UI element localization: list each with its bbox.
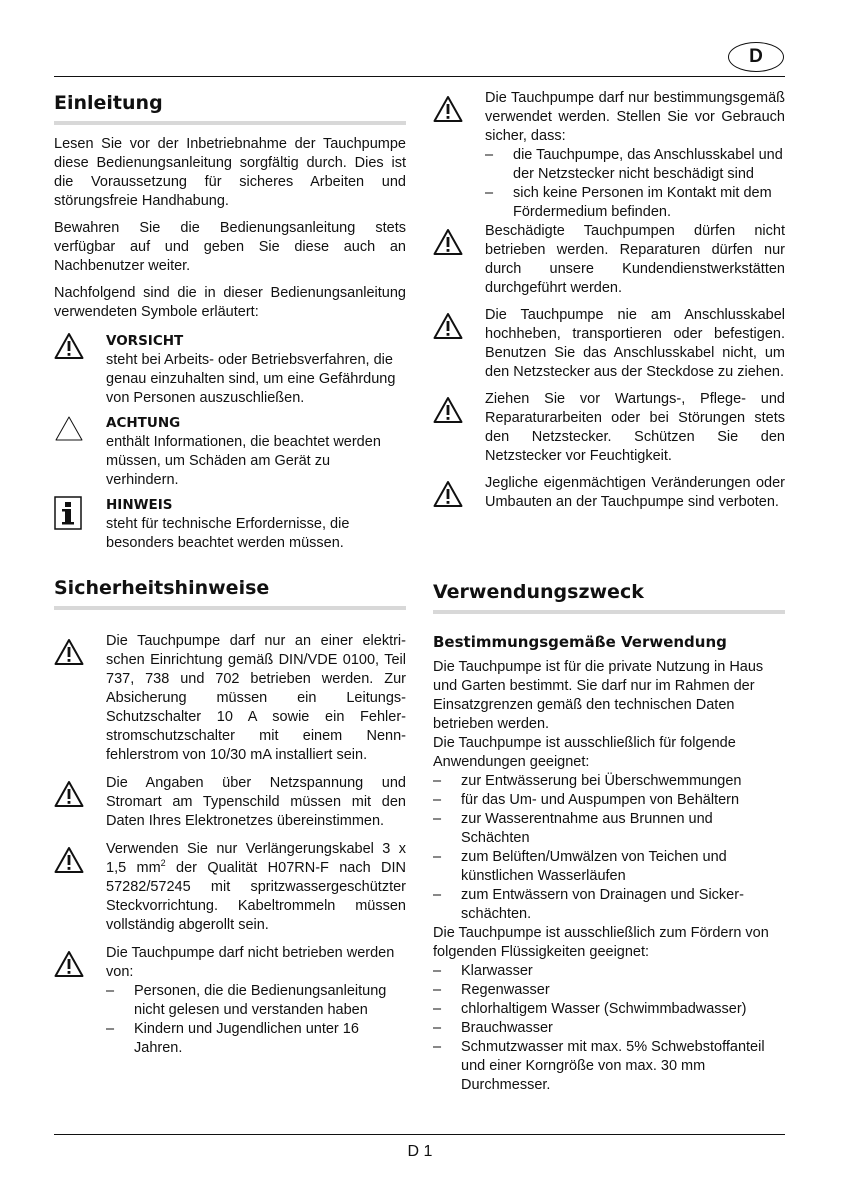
safety-text: Ziehen Sie vor Wartungs-, Pflege- und Reparaturarbeiten oder bei Störungen stets den Netzstecker. Schützen Sie den Netzstecker vor Feuchtigkeit.: [485, 391, 785, 464]
usage-paragraph: Die Tauchpumpe ist ausschließlich zum Fördern von folgenden Flüssigkeiten geeignet:: [433, 925, 769, 960]
list-item: – Schmutzwasser mit max. 5% Schwebstoffanteil und einer Korngröße von max. 30 mm Durchmesser.: [433, 1038, 785, 1095]
intro-paragraph-2: Bewahren Sie die Bedienungsanleitung stets verfügbar auf und geben Sie diese auch an Nachbenutzer weiter.: [54, 220, 406, 274]
usage-section: [433, 580, 785, 1095]
list-item: – zum Belüften/Umwälzen von Teichen und künstlichen Wasserläufen: [433, 848, 785, 886]
safety-text: Beschädigte Tauchpumpen dürfen nicht betrieben werden. Reparaturen dürfen nur durch unsere Kundendienstwerkstätten durchgeführt werden.: [485, 223, 785, 296]
safety-list: [485, 146, 785, 222]
symbol-achtung: [54, 414, 406, 490]
caution-outline-icon: [54, 414, 84, 442]
safety-item: [433, 474, 785, 512]
safety-text: Die Tauchpumpe nie am Anschlusskabel hochheben, transportieren oder befestigen. Benutzen Sie das Anschlusskabel nicht, um den Netzstecker aus der Steckdose zu ziehen.: [485, 307, 785, 380]
symbol-vorsicht: [54, 332, 406, 408]
warning-icon: [433, 228, 463, 256]
warning-icon: [54, 638, 84, 666]
list-item: – Klarwasser: [433, 962, 785, 981]
list-item: – zur Entwässerung bei Überschwemmungen: [433, 772, 785, 791]
safety-text: [106, 840, 406, 935]
language-badge: D: [728, 42, 784, 72]
list-item: – zur Wasserentnahme aus Brunnen und Schächten: [433, 810, 785, 848]
warning-icon: [433, 312, 463, 340]
safety-section: [54, 576, 406, 1058]
warning-bold-icon: [54, 332, 84, 360]
list-item: – Regenwasser: [433, 981, 785, 1000]
superscript: 2: [160, 858, 166, 869]
list-item: – die Tauchpumpe, das Anschlusskabel und der Netzstecker nicht beschädigt sind: [485, 146, 785, 184]
symbol-hinweis: [54, 496, 406, 553]
symbol-description: steht bei Arbeits- oder Betriebsverfahren, die genau einzuhalten sind, um eine Gefährdung von Personen auszuschließen.: [106, 352, 396, 406]
symbol-label: ACHTUNG: [106, 415, 181, 431]
symbol-label: VORSICHT: [106, 333, 184, 349]
safety-section-continued: [433, 89, 785, 512]
list-item: – chlorhaltigem Wasser (Schwimmbadwasser): [433, 1000, 785, 1019]
intro-paragraph-1: Lesen Sie vor der Inbetriebnahme der Tauchpumpe diese Bedienungsanleitung sorgfältig durch. Dies ist die Voraussetzung für sicheres Arbeiten und störungsfreie Handhabung.: [54, 136, 406, 209]
safety-text: Jegliche eigenmächtigen Veränderungen oder Umbauten an der Tauchpumpe sind verboten.: [485, 475, 785, 510]
list-item: – Kindern und Jugendlichen unter 16 Jahren.: [106, 1020, 406, 1058]
warning-icon: [433, 396, 463, 424]
symbol-description: enthält Informationen, die beachtet werden müssen, um Schäden am Gerät zu verhindern.: [106, 434, 381, 488]
symbol-label: HINWEIS: [106, 497, 173, 513]
safety-item: [433, 222, 785, 298]
safety-item: [54, 944, 406, 1058]
applications-list: [433, 772, 785, 924]
safety-text: Die Angaben über Netzspannung und Stromart am Typenschild müssen mit den Daten Ihres Elektronetzes übereinstimmen.: [106, 775, 406, 829]
list-item: – zum Entwässern von Drainagen und Sickerschächten.: [433, 886, 785, 924]
safety-text: Die Tauchpumpe darf nur an einer elektrischen Einrichtung gemäß DIN/VDE 0100, Teil 737, 738 und 702 betrieben werden. Zur Absicherung müssen ein Leitungs-Schutzschalter 10 A sowie ein Fehlerstromschutzschalter mit einem Nennfehlerstrom von 10/30 mA installiert sein.: [106, 633, 406, 763]
list-item: – Personen, die die Bedienungsanleitung nicht gelesen und verstanden haben: [106, 982, 406, 1020]
info-icon: [54, 496, 82, 530]
safety-item: [54, 774, 406, 831]
warning-icon: [54, 780, 84, 808]
usage-subtitle: Bestimmungsgemäße Verwendung: [433, 633, 727, 651]
safety-text: Die Tauchpumpe darf nur bestimmungsgemäß verwendet werden. Stellen Sie vor Gebrauch sicher, dass:: [485, 90, 785, 144]
safety-text: Die Tauchpumpe darf nicht betrieben werden von:: [106, 945, 395, 980]
usage-title: Verwendungszweck: [433, 580, 785, 614]
safety-item: [433, 390, 785, 466]
warning-icon: [433, 480, 463, 508]
safety-item: [433, 306, 785, 382]
list-item: – sich keine Personen im Kontakt mit dem Fördermedium befinden.: [485, 184, 785, 222]
page-number: D 1: [407, 1143, 433, 1160]
intro-title: Einleitung: [54, 91, 406, 125]
safety-item: [433, 89, 785, 222]
safety-list: [106, 982, 406, 1058]
safety-text-part: der Qualität H07RN-F nach DIN 57282/57245 mit spritzwassergeschützter Steckvorrichtung. Kabeltrommeln müssen vollständig abgerollt sein.: [106, 860, 407, 933]
liquids-list: [433, 962, 785, 1095]
list-item: – Brauchwasser: [433, 1019, 785, 1038]
usage-paragraph: Die Tauchpumpe ist ausschließlich für folgende Anwendungen geeignet:: [433, 735, 736, 770]
intro-section: [54, 91, 406, 553]
list-item: – für das Um- und Auspumpen von Behältern: [433, 791, 785, 810]
usage-paragraph: Die Tauchpumpe ist für die private Nutzung in Haus und Garten bestimmt. Sie darf nur im Rahmen der Einsatzgrenzen gemäß den technischen Daten betrieben werden.: [433, 659, 764, 732]
warning-icon: [54, 846, 84, 874]
safety-item: [54, 632, 406, 765]
symbol-description: steht für technische Erfordernisse, die besonders beachtet werden müssen.: [106, 516, 350, 551]
safety-text-part: Verwenden Sie nur Verlängerungskabel 3 x 1,5 mm: [106, 841, 406, 876]
warning-icon: [433, 95, 463, 123]
intro-paragraph-3: Nachfolgend sind die in dieser Bedienungsanleitung verwendeten Symbole erläutert:: [54, 285, 406, 320]
header-rule: [54, 76, 785, 77]
safety-item: [54, 840, 406, 935]
safety-title: Sicherheitshinweise: [54, 576, 406, 610]
footer-rule: [54, 1134, 785, 1135]
warning-icon: [54, 950, 84, 978]
